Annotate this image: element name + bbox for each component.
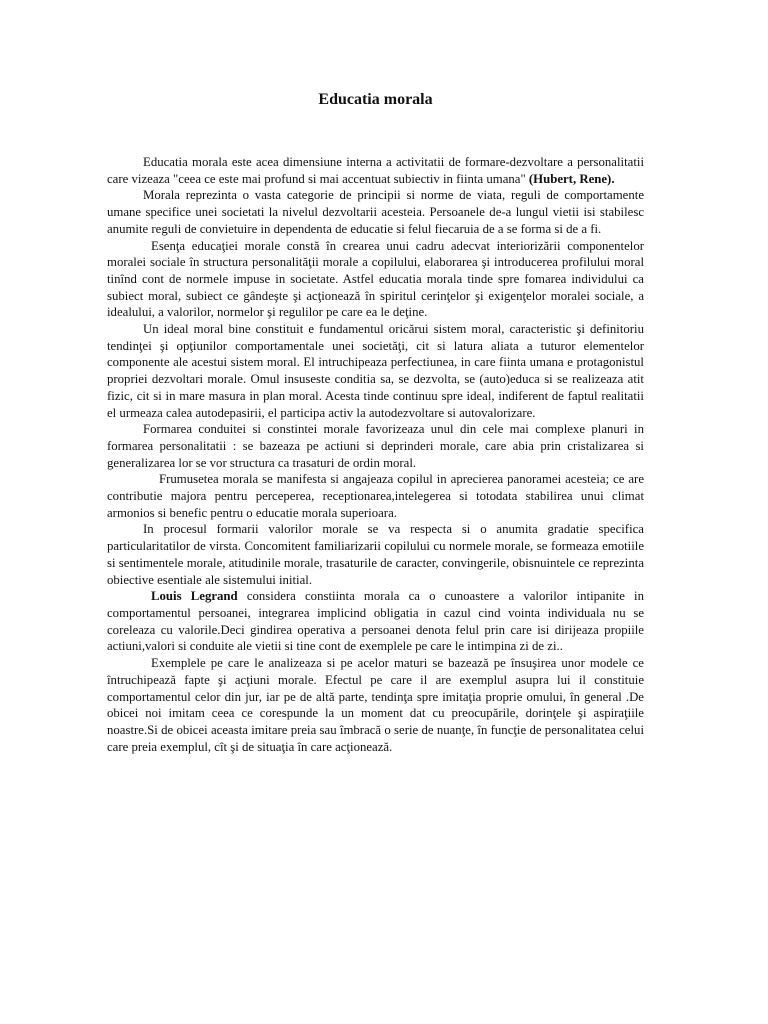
paragraph-exemple	[107, 655, 644, 755]
paragraph-proces-formare	[107, 521, 644, 588]
paragraph-text: Educatia morala este acea dimensiune interna a activitatii de formare-dezvoltare a personalitatii care vizeaza "ceea ce este mai profund si mai accentuat subiectiv in fiinta umana"	[107, 155, 644, 186]
document-title: Educatia morala	[318, 91, 433, 108]
paragraph-text: Un ideal moral bine constituit e fundamentul oricărui sistem moral, caracteristic şi definitoriu tendinţei şi opţiunilor comportamentale unei societăţi, cit si latura aliata a tuturor elementelor componente ale acestui sistem moral. El intruchipeaza perfectiunea, in care fiinta umana e protagonistul propriei dezvoltari morale. Omul insuseste conditia sa, se dezvolta, se (auto)educa si se realizeaza atit fizic, cit si in mare masura in plan moral. Acesta tinde continuu spre ideal, indiferent de faptul realitatii el urmeaza calea autodepasirii, el participa activ la autodezvoltare si autovalorizare.	[107, 322, 644, 420]
paragraph-text: Esenţa educaţiei morale constă în crearea unui cadru adecvat interiorizării componentelor moralei sociale în structura personalităţii morale a copilului, elaborarea şi introducerea profilului moral tinînd cont de normele impuse in societate. Astfel educatia morala tinde spre fomarea individului ca subiect moral, subiect ce gândeşte şi acţionează în spiritul cerinţelor şi exigenţelor moralei sociale, a idealului, a valorilor, normelor şi regulilor pe care ea le deţine.	[107, 238, 644, 320]
paragraph-text: Formarea conduitei si constintei morale favorizeaza unul din cele mai complexe planuri in formarea personalitatii : se bazeaza pe actiuni si deprinderi morale, care abia prin cristalizarea si generalizarea lor se vor structura ca trasaturi de ordin moral.	[107, 422, 644, 470]
paragraph-legrand	[107, 588, 644, 655]
paragraph-ideal-moral	[107, 321, 644, 421]
paragraph-text: Frumusetea morala se manifesta si angajeaza copilul in aprecierea panoramei acesteia; ce are contributie majora pentru perceperea, receptionarea,intelegerea si totodata stabilirea unui climat armonios si benefic pentru o educatie morala superioara.	[107, 472, 644, 520]
paragraph-frumusete	[107, 471, 644, 521]
paragraph-morala	[107, 187, 644, 237]
paragraph-text: Exemplele pe care le analizeaza si pe acelor maturi se bazează pe însuşirea unor modele ce întruchipează fapte şi acţiuni morale. Efectul pe care il are exemplul asupra lui il constituie comportamentul celor din jur, iar pe de altă parte, tendinţa spre imitaţia proprie omului, în general .De obicei noi imitam ceea ce corespunde la un moment dat cu preocupările, dorinţele şi aspiraţiile noastre.Si de obicei aceasta imitare preia sau îmbracă o serie de nuanţe, în funcţie de personalitatea celui care preia exemplul, cît şi de situaţia în care acţionează.	[107, 656, 644, 754]
citation-author: (Hubert, Rene).	[528, 171, 615, 186]
author-name: Louis Legrand	[151, 589, 238, 604]
paragraph-text: In procesul formarii valorilor morale se va respecta si o anumita gradatie specifica particularitatilor de virsta. Concomitent familiarizarii copilului cu normele morale, se formeaza emotiile si sentimentele morale, atitudinile morale, trasaturile de caracter, convingerile, obisnuintele ce reprezinta obiective esentiale ale sistemului initial.	[107, 522, 644, 587]
paragraph-educatia-definitie	[107, 154, 644, 187]
paragraph-conduita	[107, 421, 644, 471]
paragraph-text: Morala reprezinta o vasta categorie de principii si norme de viata, reguli de comportamente umane specifice unei societati la nivelul dezvoltarii acesteia. Persoanele de-a lungul vietii isi stabilesc anumite reguli de convietuire in dependenta de educatie si felul fiecaruia de a se forma si de a fi.	[107, 188, 644, 236]
paragraph-esenta	[107, 238, 644, 322]
document-page	[107, 90, 644, 755]
paragraph-text: considera constiinta morala ca o cunoastere a valorilor intipanite in comportamentul persoanei, integrarea implicind obligatia in cazul cind vointa individuala nu se coreleaza cu valorile.Deci gindirea operativa a persoanei denota felul prin care isi dirijeaza propiile actiuni,valori si conduite ale vietii si tine cont de exemplele pe care le intimpina zi de zi..	[107, 589, 644, 654]
